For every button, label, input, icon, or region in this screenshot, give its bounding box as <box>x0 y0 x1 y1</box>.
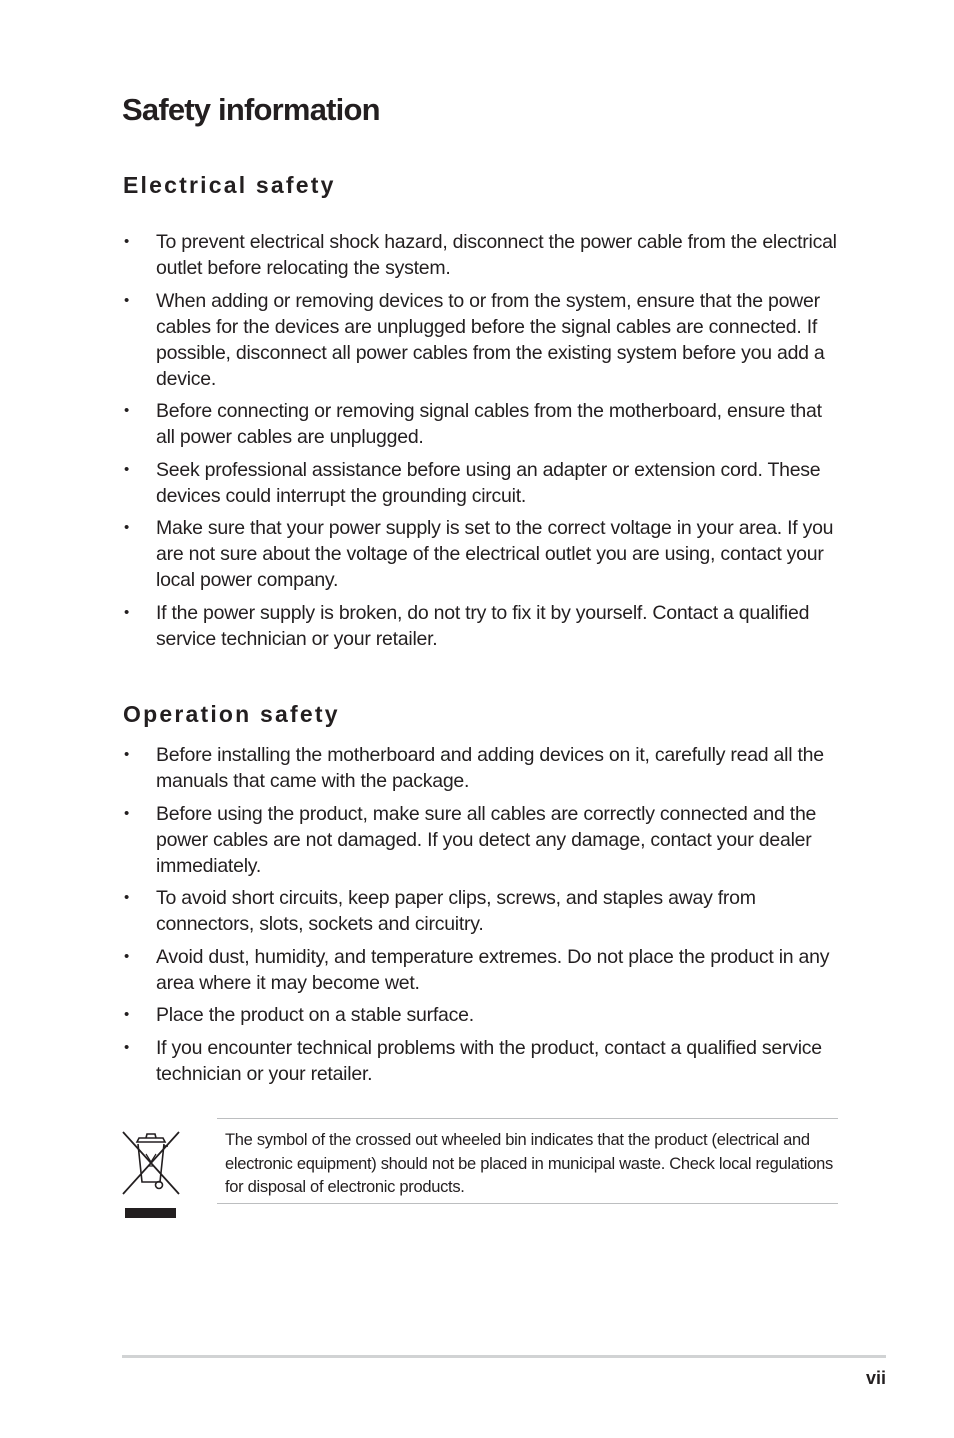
bullet-icon: • <box>124 746 130 763</box>
bullet-icon: • <box>124 291 130 309</box>
list-item: • If you encounter technical problems with the product, contact a qualified service technician or your retailer. <box>124 1036 822 1085</box>
page-title: Safety information <box>122 92 380 127</box>
list-item: • Place the product on a stable surface. <box>124 1004 474 1026</box>
disposal-notice-box <box>217 1118 838 1204</box>
list-item: • When adding or removing devices to or from the system, ensure that the power cables for the devices are unplugged before the signal cables are connected. If possible, disconnect all power cables from the existing system before you add a device. <box>124 289 825 390</box>
list-item: • Avoid dust, humidity, and temperature extremes. Do not place the product in any area where it may become wet. <box>124 945 830 994</box>
list-item: • Before installing the motherboard and adding devices on it, carefully read all the manuals that came with the package. <box>124 744 824 792</box>
electrical-safety-list <box>122 229 838 658</box>
bullet-icon: • <box>124 1006 130 1023</box>
bullet-icon: • <box>124 889 130 906</box>
bullet-icon: • <box>124 947 130 965</box>
bullet-icon: • <box>124 603 130 621</box>
list-item: • Make sure that your power supply is set to the correct voltage in your area. If you are not sure about the voltage of the electrical outlet you are using, contact your local power company. <box>124 517 834 591</box>
operation-safety-heading: Operation safety <box>123 701 340 727</box>
list-item: • To avoid short circuits, keep paper clips, screws, and staples away from connectors, slots, sockets and circuitry. <box>124 887 756 935</box>
list-item: • To prevent electrical shock hazard, disconnect the power cable from the electrical outlet before relocating the system. <box>124 231 837 279</box>
crossed-out-wheeled-bin-icon <box>120 1128 182 1220</box>
list-item: • If the power supply is broken, do not try to fix it by yourself. Contact a qualified service technician or your retailer. <box>124 601 810 650</box>
bullet-icon: • <box>124 1038 130 1056</box>
disposal-notice-text: The symbol of the crossed out wheeled bin indicates that the product (electrical and electronic equipment) should not be placed in municipal waste. Check local regulations for disposal of electronic products. <box>225 1131 833 1196</box>
bullet-icon: • <box>124 233 130 250</box>
operation-safety-list <box>122 742 838 1093</box>
list-item: • Seek professional assistance before using an adapter or extension cord. These devices could interrupt the grounding circuit. <box>124 458 821 507</box>
bullet-icon: • <box>124 402 130 419</box>
bullet-icon: • <box>124 804 130 822</box>
list-item: • Before connecting or removing signal cables from the motherboard, ensure that all power cables are unplugged. <box>124 400 822 448</box>
list-item: • Before using the product, make sure all cables are correctly connected and the power cables are not damaged. If you detect any damage, contact your dealer immediately. <box>124 802 817 877</box>
page-number: vii <box>865 1368 886 1388</box>
bullet-icon: • <box>124 460 130 478</box>
electrical-safety-heading: Electrical safety <box>123 172 336 198</box>
footer-divider <box>122 1355 886 1358</box>
bullet-icon: • <box>124 519 130 536</box>
